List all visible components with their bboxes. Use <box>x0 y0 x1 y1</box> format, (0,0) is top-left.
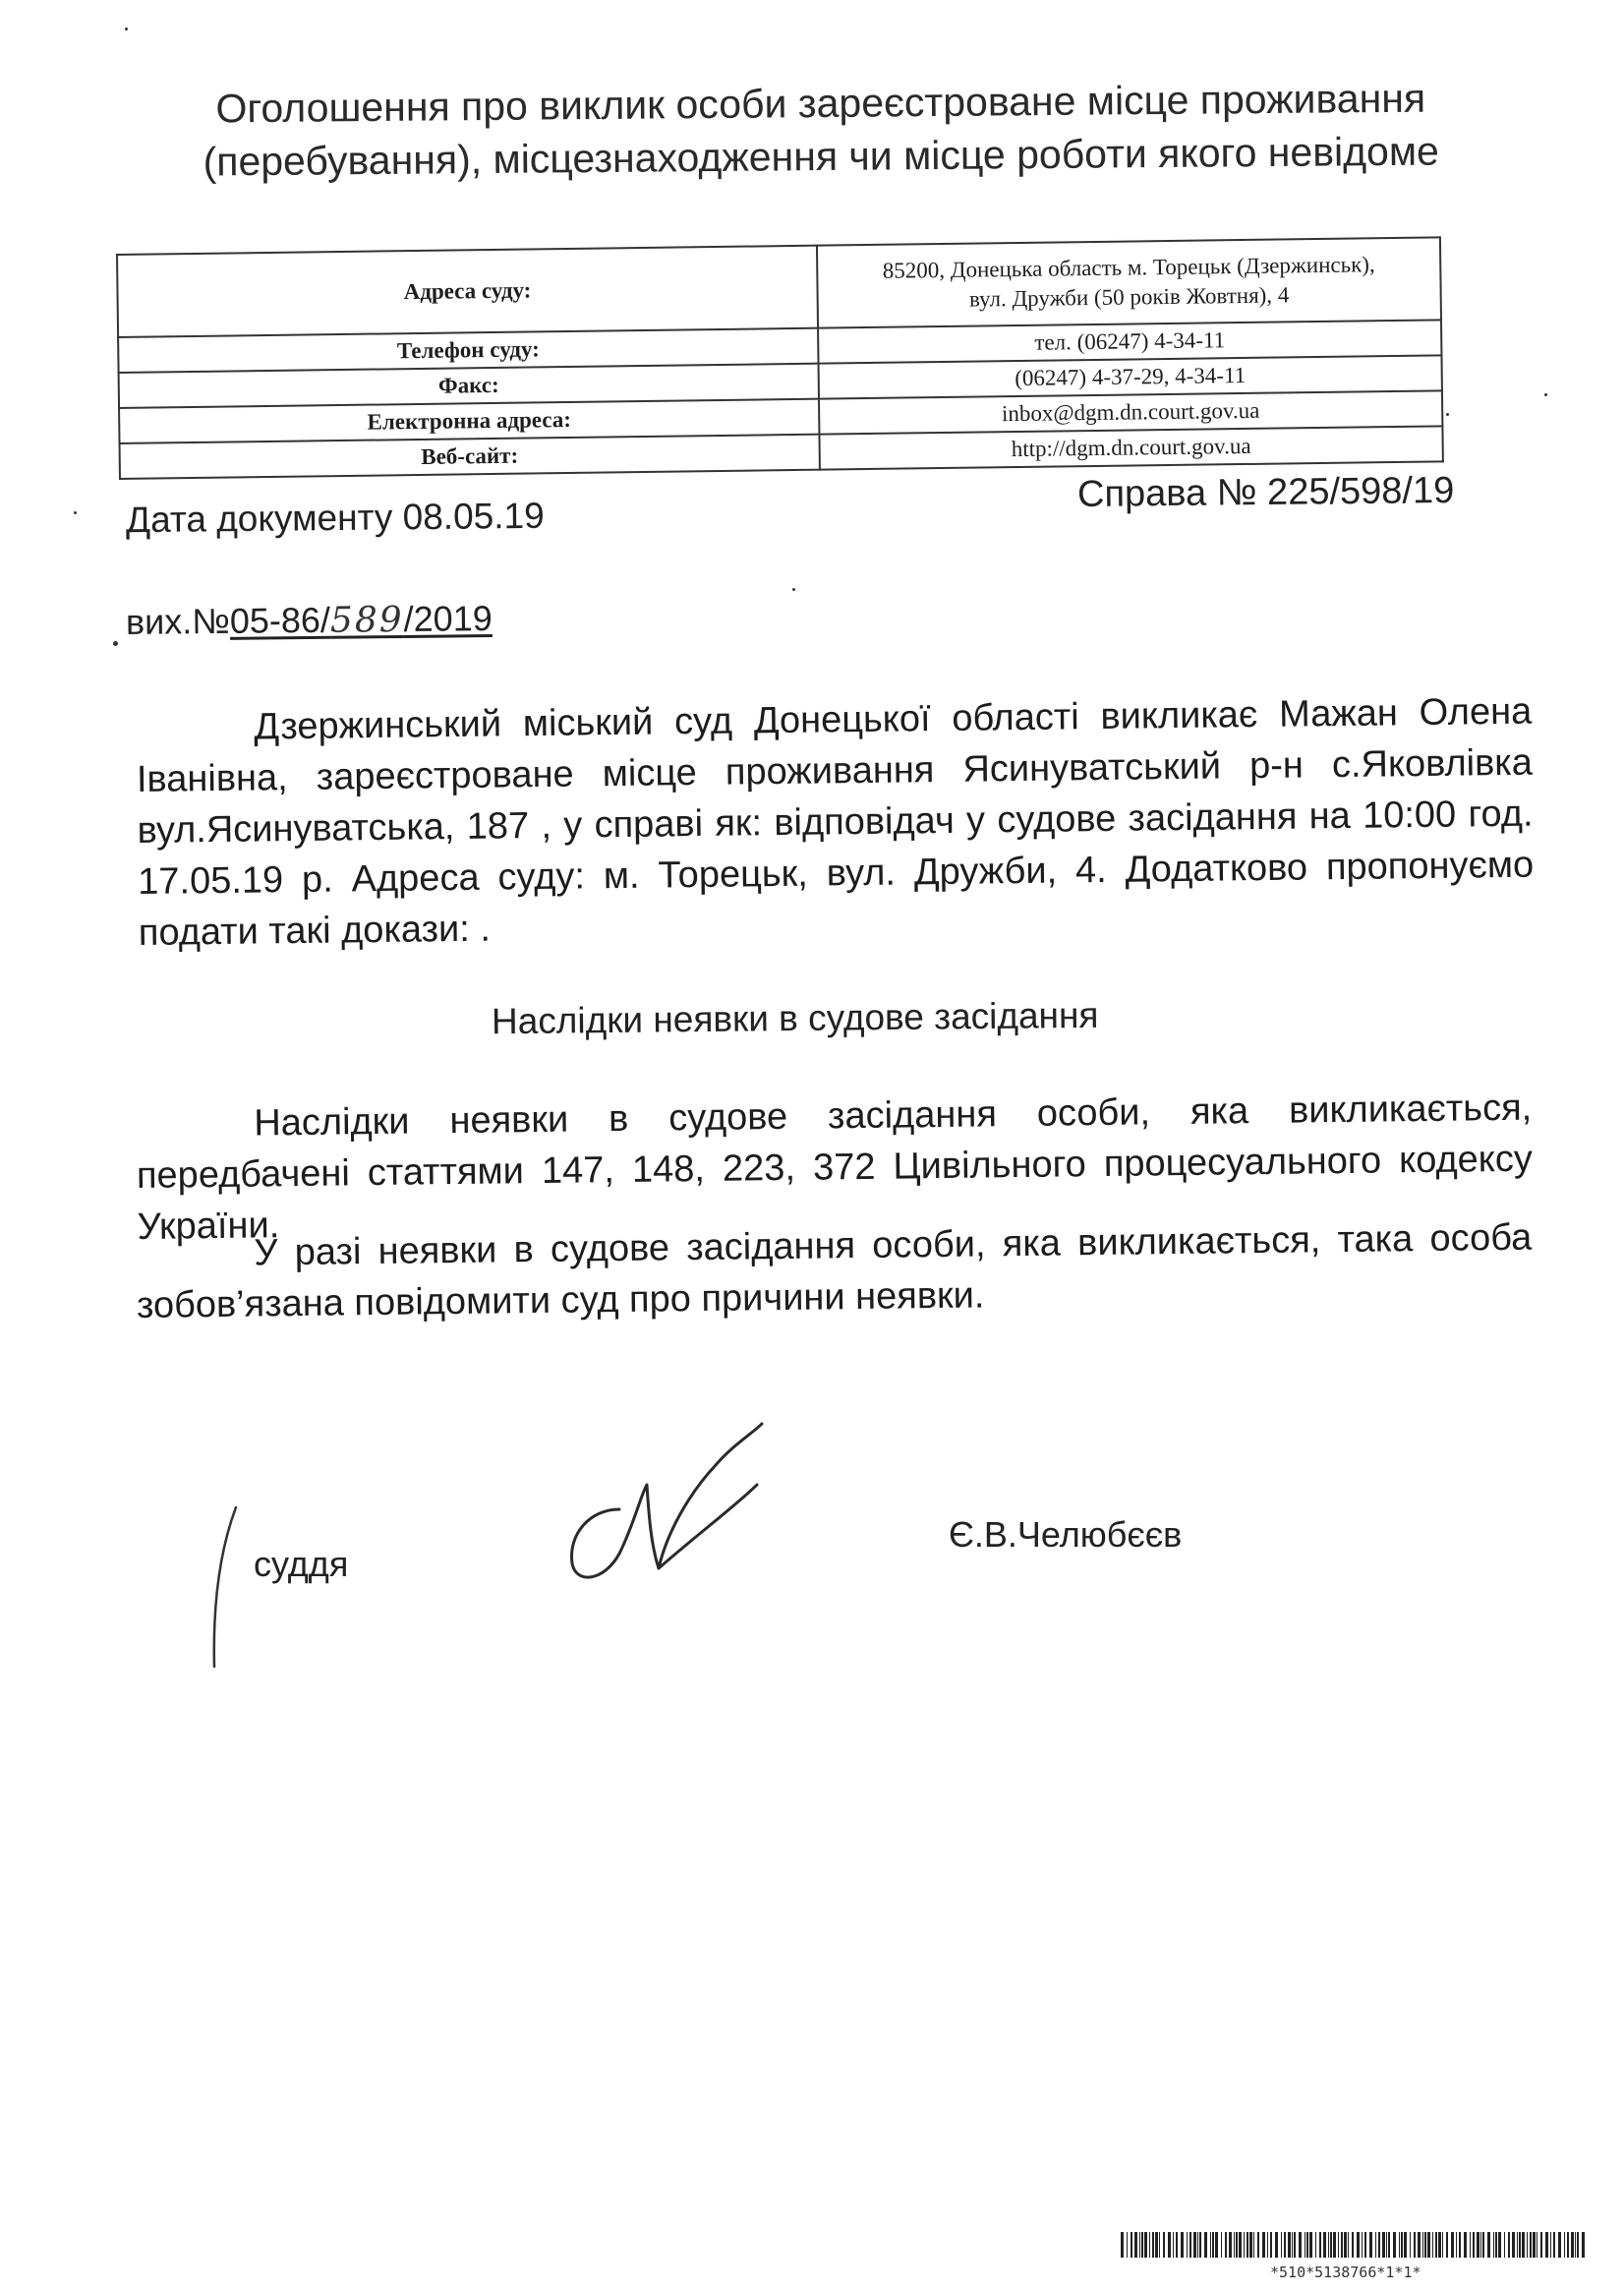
barcode-bar <box>1288 2232 1291 2258</box>
barcode-bar <box>1144 2232 1147 2258</box>
barcode-bar <box>1477 2232 1479 2258</box>
pen-stroke-mark <box>197 1500 246 1676</box>
barcode-image <box>1121 2230 1593 2264</box>
barcode-bar <box>1527 2232 1528 2258</box>
judge-name: Є.В.Челюбєєв <box>949 1514 1183 1555</box>
case-number: Справа № 225/598/19 <box>1076 469 1455 516</box>
barcode-bar <box>1375 2232 1376 2258</box>
court-address-line-2: вул. Дружби (50 років Жовтня), 4 <box>968 282 1290 312</box>
barcode-bar <box>1498 2232 1501 2258</box>
barcode-bar <box>1414 2232 1416 2258</box>
barcode-bar <box>1328 2232 1329 2258</box>
barcode-bar <box>1550 2232 1551 2258</box>
court-address-line-1: 85200, Донецька область м. Торецьк (Дзержинськ), <box>882 252 1375 283</box>
barcode-bar <box>1575 2232 1576 2258</box>
court-address-value <box>817 237 1441 327</box>
barcode-bar <box>1401 2232 1403 2258</box>
scan-speck <box>1446 413 1449 416</box>
outgoing-number-start: 05-86/ <box>229 599 331 641</box>
scan-speck <box>1544 393 1547 396</box>
barcode-bar <box>1139 2232 1140 2258</box>
barcode-bar <box>1239 2232 1242 2258</box>
barcode-bar <box>1299 2232 1302 2258</box>
barcode-bar <box>1369 2232 1372 2258</box>
barcode-bar <box>1212 2232 1214 2258</box>
barcode-bar <box>1364 2232 1366 2258</box>
summons-paragraph <box>136 686 1535 959</box>
barcode-bar <box>1446 2232 1448 2258</box>
court-website-label: Веб-сайт: <box>120 435 820 479</box>
barcode-bar <box>1522 2232 1525 2258</box>
barcode-bar <box>1386 2232 1387 2258</box>
barcode-bar <box>1141 2232 1143 2258</box>
barcode-bar <box>1341 2232 1343 2258</box>
barcode-bar <box>1197 2232 1198 2258</box>
barcode-bar <box>1519 2232 1521 2258</box>
scan-speck <box>113 641 118 646</box>
barcode-bar <box>1442 2232 1443 2258</box>
barcode-bar <box>1357 2232 1360 2258</box>
document-title <box>187 71 1456 188</box>
barcode-bar <box>1333 2232 1336 2258</box>
barcode-bar <box>1134 2232 1137 2258</box>
barcode-bar <box>1378 2232 1380 2258</box>
notify-paragraph <box>136 1212 1533 1331</box>
barcode-bar <box>1338 2232 1339 2258</box>
barcode-bar <box>1244 2232 1245 2258</box>
court-phone-value: тел. (06247) 4-34-11 <box>818 320 1441 363</box>
barcode-bar <box>1504 2232 1505 2258</box>
barcode-bar <box>1163 2232 1165 2258</box>
barcode-bar <box>1210 2232 1211 2258</box>
barcode-bar <box>1330 2232 1332 2258</box>
barcode-bar <box>1199 2232 1201 2258</box>
barcode-bar <box>1422 2232 1423 2258</box>
barcode-bar <box>1348 2232 1349 2258</box>
barcode-bar <box>1456 2232 1457 2258</box>
barcode-bar <box>1577 2232 1579 2258</box>
barcode-bar <box>1517 2232 1518 2258</box>
barcode-bar <box>1435 2232 1437 2258</box>
barcode-bar <box>1275 2232 1278 2258</box>
barcode-bar <box>1352 2232 1354 2258</box>
court-fax-value: (06247) 4-37-29, 4-34-11 <box>819 355 1442 398</box>
barcode-bar <box>1225 2232 1227 2258</box>
court-phone-label: Телефон суду: <box>118 328 818 373</box>
barcode-bar <box>1427 2232 1430 2258</box>
court-fax-label: Факс: <box>119 364 819 408</box>
barcode-bar <box>1344 2232 1347 2258</box>
barcode-bar <box>1424 2232 1426 2258</box>
barcode-bar <box>1388 2232 1390 2258</box>
outgoing-number-handwritten: 589 <box>329 599 404 641</box>
outgoing-number-field <box>230 598 493 641</box>
barcode-bar <box>1294 2232 1296 2258</box>
barcode-bar <box>1253 2232 1254 2258</box>
barcode-bar <box>1404 2232 1407 2258</box>
barcode-bar <box>1173 2232 1174 2258</box>
barcode-bar <box>1127 2232 1128 2258</box>
barcode-bar <box>1432 2232 1433 2258</box>
judge-signature <box>551 1416 777 1603</box>
barcode-bar <box>1495 2232 1497 2258</box>
barcode-bar <box>1262 2232 1265 2258</box>
barcode-bar <box>1323 2232 1326 2258</box>
barcode-bar <box>1553 2232 1555 2258</box>
scan-speck <box>792 588 795 591</box>
barcode-bar <box>1187 2232 1188 2258</box>
barcode-bar <box>1558 2232 1561 2258</box>
barcode-bar <box>1399 2232 1400 2258</box>
barcode-bar <box>1393 2232 1396 2258</box>
scan-speck <box>125 28 128 30</box>
barcode-bar <box>1564 2232 1565 2258</box>
barcode-bar <box>1315 2232 1316 2258</box>
barcode-bar <box>1540 2232 1542 2258</box>
barcode-bar <box>1159 2232 1160 2258</box>
barcode-bar <box>1362 2232 1363 2258</box>
barcode-bar <box>1121 2232 1124 2258</box>
barcode-bar <box>1459 2232 1461 2258</box>
consequences-text: Наслідки неявки в судове засідання особи, яка викликається, передбачені статтями 147, 148, 223, 372 Цивільного процесуального кодексу України. <box>136 1087 1534 1248</box>
court-website-value: http://dgm.dn.court.gov.ua <box>819 426 1442 469</box>
barcode-bar <box>1571 2232 1574 2258</box>
barcode-bar <box>1249 2232 1252 2258</box>
barcode-bar <box>1567 2232 1569 2258</box>
court-address-label: Адреса суду: <box>117 246 818 337</box>
barcode-bar <box>1418 2232 1421 2258</box>
consequences-heading: Наслідки неявки в судове засідання <box>491 994 1099 1042</box>
barcode-bar <box>1176 2232 1178 2258</box>
barcode-bar <box>1309 2232 1312 2258</box>
barcode-bar <box>1149 2232 1150 2258</box>
document-date: Дата документу 08.05.19 <box>125 495 545 541</box>
court-info-table <box>116 236 1444 480</box>
barcode-bar <box>1470 2232 1471 2258</box>
barcode-bar <box>1533 2232 1536 2258</box>
barcode-bar <box>1480 2232 1481 2258</box>
outgoing-number-end: /2019 <box>403 598 493 639</box>
court-email-label: Електронна адреса: <box>119 399 819 443</box>
barcode-bar <box>1234 2232 1235 2258</box>
barcode-bar <box>1189 2232 1191 2258</box>
barcode-bar <box>1438 2232 1441 2258</box>
barcode-bar <box>1319 2232 1321 2258</box>
barcode-bar <box>1545 2232 1548 2258</box>
barcode-bar <box>1215 2232 1218 2258</box>
signature-role: суддя <box>254 1544 349 1584</box>
barcode-bar <box>1281 2232 1282 2258</box>
barcode-bar <box>1236 2232 1238 2258</box>
notify-text: У разі неявки в судове засідання особи, яка викликається, така особа зобов’язана повідомити суд про причини неявки. <box>136 1216 1533 1326</box>
title-line-2: (перебування), місцезнаходження чи місце роботи якого невідоме <box>203 128 1440 185</box>
barcode-bar <box>1292 2232 1293 2258</box>
barcode-bar <box>1221 2232 1222 2258</box>
barcode-bar <box>1451 2232 1454 2258</box>
summons-text: Дзержинський міський суд Донецької області викликає Мажан Олена Іванівна, зареєстроване місце проживання Ясинуватський р-н с.Яковлівка вул.Ясинуватська, 187 , у справі як: відповідач у судове засідання на 10:00 год. 17.05.19 р. Адреса суду: м. Торецьк, вул. Дружби, 4. Додатково пропонуємо подати такі докази: . <box>136 690 1535 954</box>
barcode-bar <box>1229 2232 1232 2258</box>
barcode-bar <box>1193 2232 1196 2258</box>
barcode-bar <box>1410 2232 1411 2258</box>
title-line-1: Оголошення про виклик особи зареєстроване місце проживання <box>215 75 1426 132</box>
barcode-bar <box>1267 2232 1268 2258</box>
outgoing-prefix: вих.№ <box>125 600 231 642</box>
barcode-bar <box>1493 2232 1494 2258</box>
barcode-bar <box>1487 2232 1490 2258</box>
court-email-value: inbox@dgm.dn.court.gov.ua <box>819 390 1442 434</box>
barcode-bar <box>1530 2232 1532 2258</box>
barcode-bar <box>1155 2232 1158 2258</box>
scan-speck <box>74 511 77 514</box>
barcode-bar <box>1181 2232 1184 2258</box>
barcode-bar <box>1512 2232 1515 2258</box>
barcode-bar <box>1382 2232 1385 2258</box>
barcode-number: *510*5138766*1*1* <box>1270 2264 1421 2281</box>
barcode-bar <box>1508 2232 1510 2258</box>
barcode-bar <box>1257 2232 1259 2258</box>
barcode-bar <box>1131 2232 1132 2258</box>
barcode-bar <box>1284 2232 1286 2258</box>
barcode-bar <box>1247 2232 1248 2258</box>
barcode-bar <box>1152 2232 1154 2258</box>
barcode-bar <box>1482 2232 1484 2258</box>
barcode-bar <box>1582 2232 1585 2258</box>
outgoing-number <box>126 598 493 643</box>
barcode-bar <box>1464 2232 1467 2258</box>
barcode-bar <box>1473 2232 1475 2258</box>
barcode-bar <box>1270 2232 1272 2258</box>
barcode-bar <box>1306 2232 1308 2258</box>
barcode-bar <box>1204 2232 1207 2258</box>
barcode-bar <box>1168 2232 1171 2258</box>
